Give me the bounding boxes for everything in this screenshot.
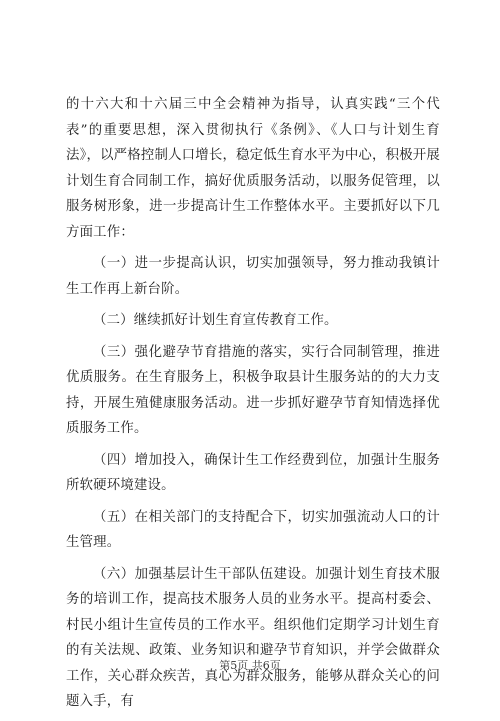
paragraph-item-4: （四）增加投入，确保计生工作经费到位，加强计生服务所软硬环境建设。: [66, 452, 440, 493]
paragraph-item-2: （二）继续抓好计划生育宣传教育工作。: [93, 313, 338, 328]
paragraph-item-1: （一）进一步提高认识，切实加强领导，努力推动我镇计生工作再上新台阶。: [66, 256, 440, 297]
paragraph-item-6: （六）加强基层计生干部队伍建设。加强计划生育技术服务的培训工作，提高技术服务人员的业务水平。提高村委会、村民小组计生宣传员的工作水平。组织他们定期学习计划生育的有关法规、政策、业务知识和避孕节育知识，并学会做群众工作，关心群众疾苦，真心为群众服务，能够从群众关心的问题入手，有: [66, 566, 440, 709]
page-footer: 第5页 共6页: [219, 659, 281, 672]
document-body: [66, 92, 440, 721]
paragraph-item-3: （三）强化避孕节育措施的落实，实行合同制管理，推进优质服务。在生育服务上，积极争取县计生服务站的的大力支持，开展生殖健康服务活动。进一步抓好避孕节育知情选择优质服务工作。: [66, 344, 440, 436]
paragraph-item-5: （五）在相关部门的支持配合下，切实加强流动人口的计生管理。: [66, 509, 440, 550]
paragraph-intro: 的十六大和十六届三中全会精神为指导，认真实践“三个代表”的重要思想，深入贯彻执行《条例》、《人口与计划生育法》，以严格控制人口增长，稳定低生育水平为中心，积极开展计划生育合同制工作，搞好优质服务活动，以服务促管理，以服务树形象，进一步提高计生工作整体水平。主要抓好以下几方面工作：: [66, 97, 440, 240]
